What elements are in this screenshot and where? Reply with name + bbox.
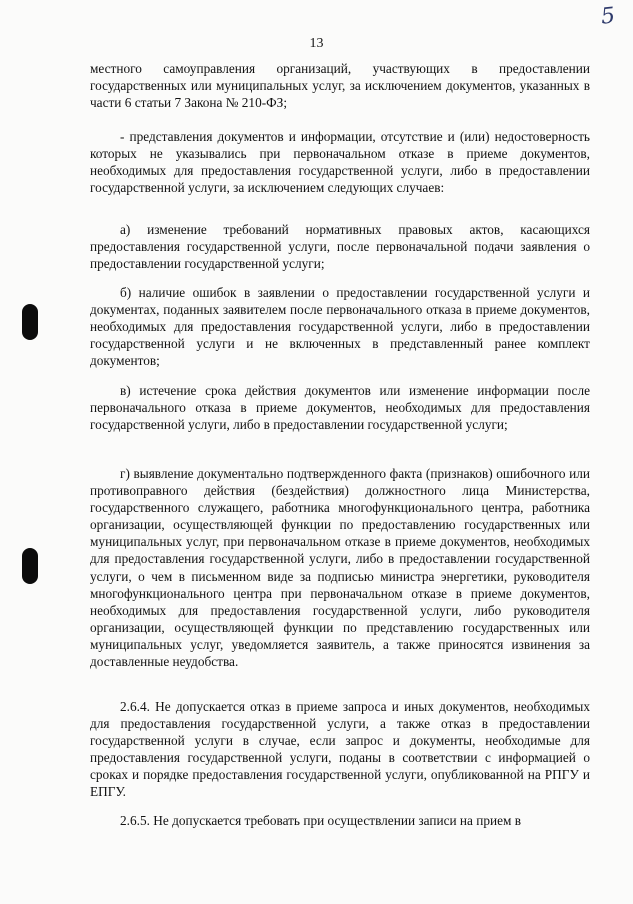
paragraph-2-6-4: 2.6.4. Не допускается отказ в приеме запроса и иных документов, необходимых для предоставления государственной услуги, а также отказ в предоставлении государственной услуги в случае, если запрос и документы, необходимые для предоставления государственной услуги, поданы в соответствии с информацией о сроках и порядке предоставления государственной услуги, опубликованной на РПГУ и ЕПГУ. — [90, 699, 590, 800]
paragraph-documents-info: - представления документов и информации, отсутствие и (или) недостоверность которых не указывались при первоначальном отказе в приеме документов, необходимых для предоставления государственной услуги, либо в предоставлении государственной услуги, за исключением следующих случаев: — [90, 129, 590, 196]
punch-hole-top — [22, 304, 38, 340]
paragraph-item-a: а) изменение требований нормативных правовых актов, касающихся предоставления государственной услуги, после первоначальной подачи заявления о предоставлении государственной услуги; — [90, 222, 590, 272]
punch-hole-bottom — [22, 548, 38, 584]
paragraph-item-v: в) истечение срока действия документов или изменение информации после первоначального отказа в приеме документов, необходимых для предоставления государственной услуги, либо в предоставлении государственной услуги; — [90, 383, 590, 433]
paragraph-item-g: г) выявление документально подтвержденного факта (признаков) ошибочного или противоправного действия (бездействия) должностного лица Министерства, государственного служащего, работника многофункционального центра, работника организации, осуществляющей функции по предоставлению государственных или муниципальных услуг, при первоначальном отказе в приеме документов, необходимых для предоставления государственной услуги, либо в предоставлении государственной услуги, о чем в письменном виде за подписью министра энергетики, руководителя многофункционального центра при первоначальном отказе в приеме документов, необходимых для предоставления государственной услуги, либо руководителя организации, осуществляющей функции по представлению государственных или муниципальных услуг, уведомляется заявитель, а также приносятся извинения за доставленные неудобства. — [90, 466, 590, 670]
page-number: 13 — [309, 36, 324, 51]
paragraph-2-6-5: 2.6.5. Не допускается требовать при осуществлении записи на прием в — [120, 813, 522, 828]
handwritten-page-mark: 5 — [599, 3, 617, 30]
paragraph-item-b: б) наличие ошибок в заявлении о предоставлении государственной услуги и документах, поданных заявителем после первоначального отказа в приеме документов, необходимых для предоставления государственной услуги, либо в предоставлении государственной услуги и не включенных в представленный ранее комплект документов; — [90, 285, 590, 369]
paragraph-continuation: местного самоуправления организаций, участвующих в предоставлении государственных или муниципальных услуг, за исключением документов, указанных в части 6 статьи 7 Закона № 210-ФЗ; — [90, 61, 590, 111]
